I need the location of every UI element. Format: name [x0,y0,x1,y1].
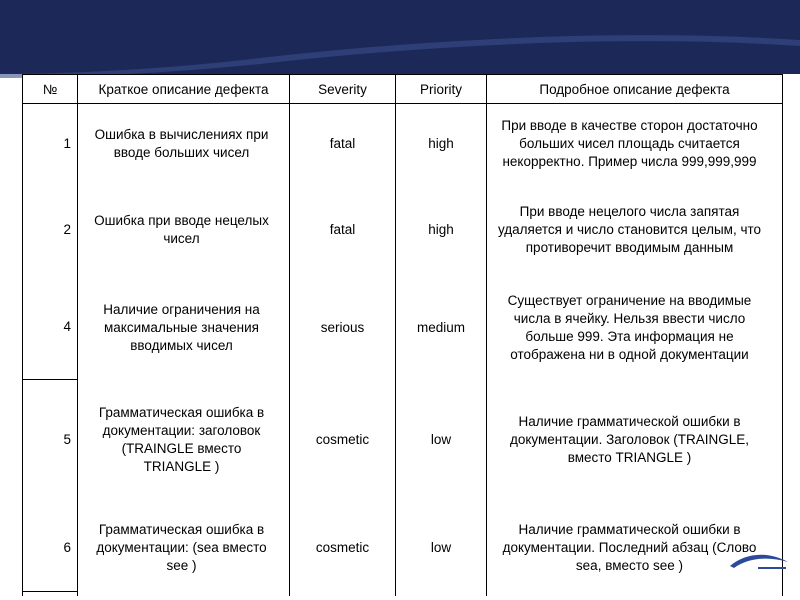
priority-cell: high [396,104,487,184]
header-priority: Priority [396,75,487,104]
row-number: 1 [23,104,78,184]
header-detailed-description: Подробное описание дефекта [487,75,783,104]
priority-cell: low [396,380,487,500]
header-severity: Severity [290,75,396,104]
severity-cell: cosmetic [290,500,396,596]
short-description: Грамматическая ошибка в документации: заголовок (TRAINGLE вместо TRIANGLE ) [98,404,265,474]
table-row [23,380,783,500]
table-row [23,276,783,380]
row-number: 4 [23,276,78,380]
severity-cell: serious [290,276,396,380]
short-description: Ошибка в вычислениях при вводе больших чисел [94,126,269,160]
priority-cell: high [396,184,487,276]
short-description-cell [78,276,290,380]
short-description-cell [78,184,290,276]
short-description-cell [78,104,290,184]
table-row [23,184,783,276]
row-number: 6 [23,500,78,596]
row-number: 2 [23,184,78,276]
header-swoosh [0,0,800,80]
decorative-swoosh-icon [728,548,790,572]
priority-cell: medium [396,276,487,380]
detail-description: Наличие грамматической ошибки в документации. Последний абзац (Слово sea, вместо see ) [502,521,757,573]
short-description: Наличие ограничения на максимальные значения вводимых чисел [103,301,260,353]
detail-description-cell [487,104,783,184]
short-description-cell [78,500,290,596]
header-num: № [23,75,78,104]
priority-cell: low [396,500,487,596]
detail-description-cell [487,276,783,380]
header-short-description: Краткое описание дефекта [78,75,290,104]
table-row [23,104,783,184]
short-description: Грамматическая ошибка в документации: (sea вместо see ) [96,521,267,573]
detail-description: При вводе нецелого числа запятая удаляется и число становится целым, что противоречит вводимым данным [497,203,762,255]
detail-description: Существует ограничение на вводимые числа в ячейку. Нельзя ввести число больше 999. Эта информация не отображена ни в одной документации [507,292,752,362]
table-header-row [23,75,783,104]
severity-cell: fatal [290,184,396,276]
table-row [23,500,783,596]
severity-cell: cosmetic [290,380,396,500]
severity-cell: fatal [290,104,396,184]
detail-description-cell [487,184,783,276]
detail-description: При вводе в качестве сторон достаточно больших чисел площадь считается некорректно. Пример числа 999,999,999 [501,117,758,169]
detail-description: Наличие грамматической ошибки в документации. Заголовок (TRAINGLE, вместо TRIANGLE ) [509,413,750,465]
short-description: Ошибка при вводе нецелых чисел [94,212,269,246]
short-description-cell [78,380,290,500]
defect-table [22,74,783,596]
detail-description-cell [487,380,783,500]
row-number: 5 [23,380,78,500]
bottom-divider [22,591,77,592]
